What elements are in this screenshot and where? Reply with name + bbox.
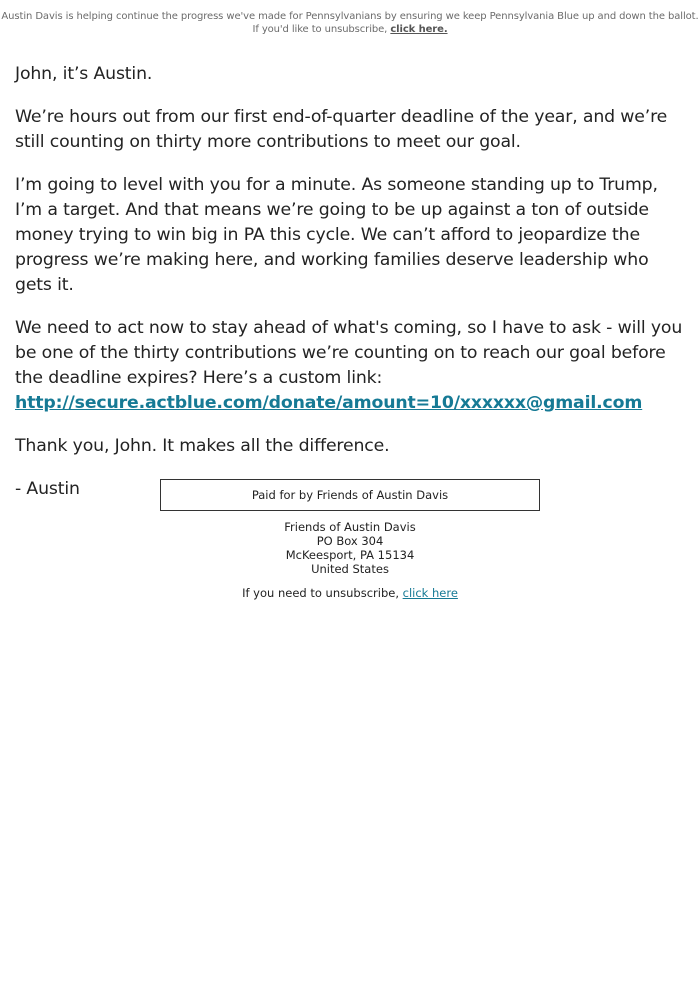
preheader <box>0 10 700 36</box>
preheader-text: Austin Davis is helping continue the progress we've made for Pennsylvanians by ensuring we keep Pennsylvania Blue up and down the ballot. <box>1 11 699 22</box>
preheader-unsubscribe-prefix: If you'd like to unsubscribe, <box>252 24 388 35</box>
address-city: McKeesport, PA 15134 <box>285 548 415 562</box>
paid-for-disclaimer: Paid for by Friends of Austin Davis <box>160 479 540 511</box>
preheader-unsubscribe-line <box>0 23 700 36</box>
paragraph-ask <box>15 316 687 416</box>
preheader-unsubscribe-link[interactable]: click here. <box>390 24 448 35</box>
address-name: Friends of Austin Davis <box>284 520 416 534</box>
paragraph-deadline: We’re hours out from our first end-of-quarter deadline of the year, and we’re still counting on thirty more contributions to meet our goal. <box>15 107 668 152</box>
paragraph-ask-text: We need to act now to stay ahead of what's coming, so I have to ask - will you be one of the thirty contributions we’re counting on to reach our goal before the deadline expires? Here’s a custom link: <box>15 318 683 388</box>
email-body <box>15 62 687 502</box>
signature: - Austin <box>15 479 80 499</box>
greeting: John, it’s Austin. <box>15 64 153 84</box>
paragraph-level-with-you: I’m going to level with you for a minute. As someone standing up to Trump, I’m a target. And that means we’re going to be up against a ton of outside money trying to win big in PA this cycle. We can’t afford to jeopardize the progress we’re making here, and working families deserve leadership who gets it. <box>15 175 658 295</box>
mailing-address <box>0 520 700 576</box>
address-po-box: PO Box 304 <box>316 534 384 548</box>
donate-link[interactable]: http://secure.actblue.com/donate/amount=10/xxxxxx@gmail.com <box>15 393 643 413</box>
footer-unsubscribe-link[interactable]: click here <box>402 586 458 600</box>
thanks-line: Thank you, John. It makes all the difference. <box>15 436 390 456</box>
footer-unsubscribe-line <box>0 586 700 600</box>
address-country: United States <box>311 562 389 576</box>
footer-unsubscribe-prefix: If you need to unsubscribe, <box>242 586 399 600</box>
